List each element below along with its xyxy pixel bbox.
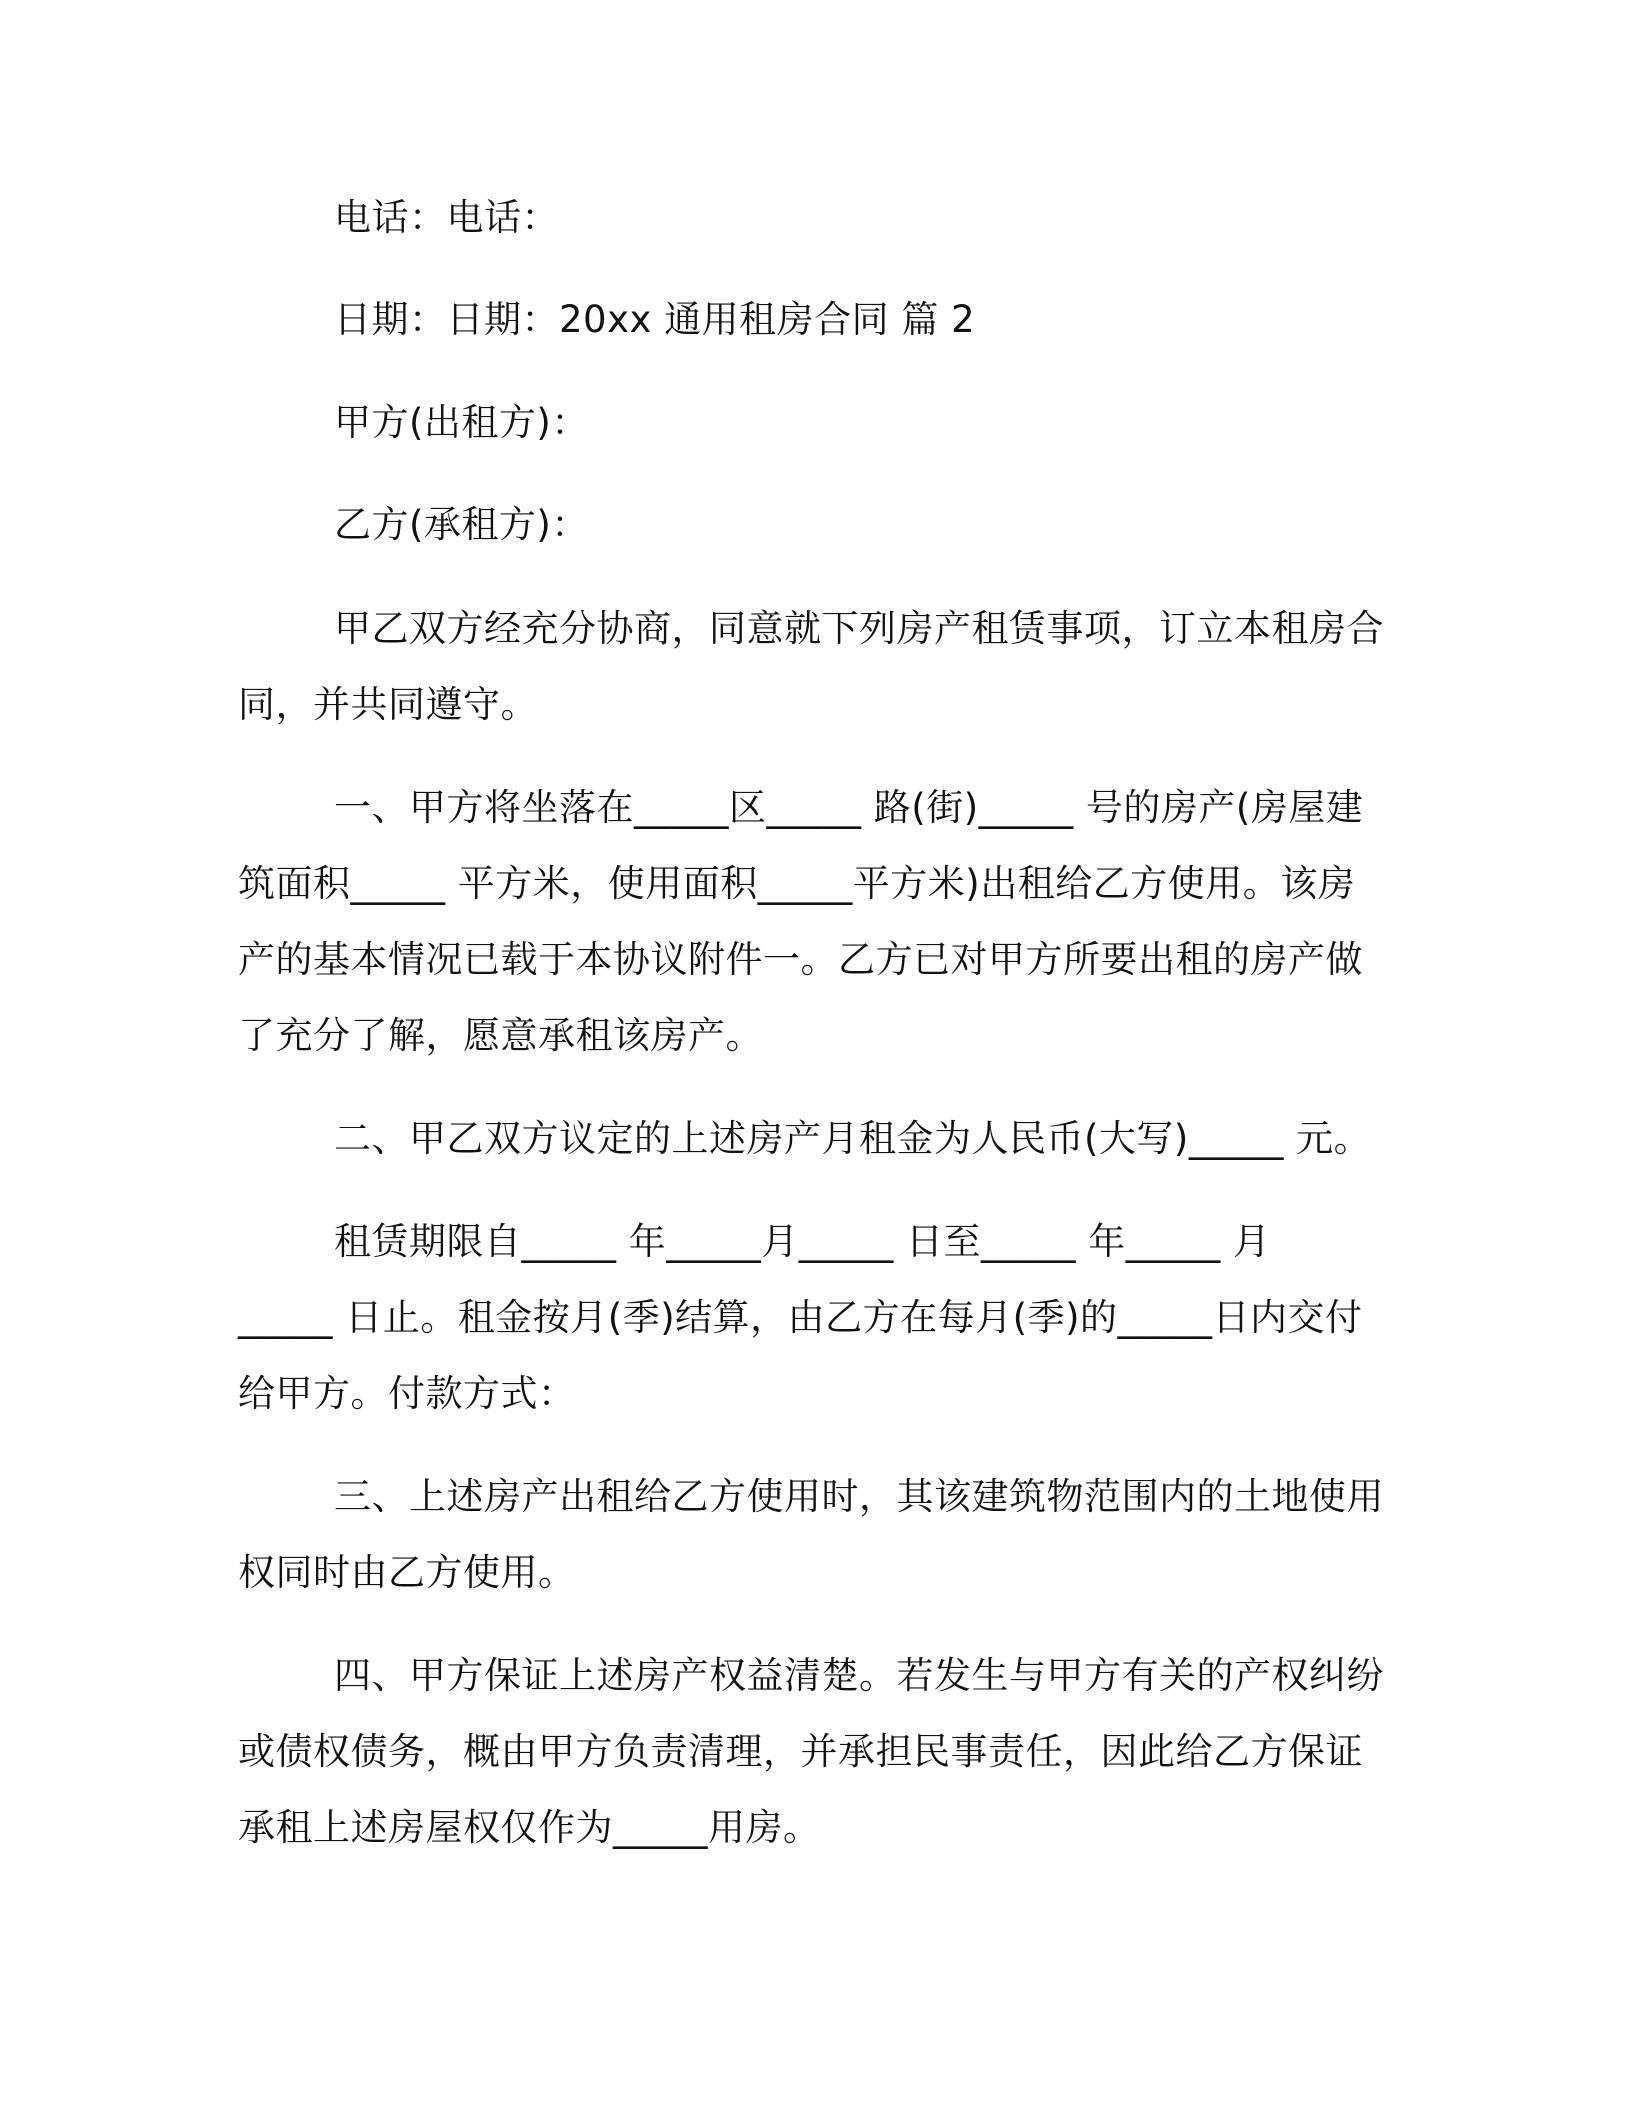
lease-term-line-3: 给甲方。付款方式：	[238, 1372, 576, 1415]
party-b-line: 乙方(承租方)：	[334, 503, 589, 546]
clause-3-line-1: 三、上述房产出租给乙方使用时，其该建筑物范围内的土地使用	[334, 1475, 1384, 1518]
preamble-line-2: 同，并共同遵守。	[238, 683, 538, 726]
clause-3-line-2: 权同时由乙方使用。	[238, 1551, 576, 1594]
lease-term-line-1: 租赁期限自_____ 年_____月_____ 日至_____ 年_____ 月	[334, 1220, 1271, 1263]
clause-4-line-3: 承租上述房屋权仅作为_____用房。	[238, 1806, 821, 1849]
clause-1-line-1: 一、甲方将坐落在_____区_____ 路(街)_____ 号的房产(房屋建	[334, 786, 1364, 829]
clause-4-line-1: 四、甲方保证上述房产权益清楚。若发生与甲方有关的产权纠纷	[334, 1654, 1384, 1697]
lease-term-line-2: _____ 日止。租金按月(季)结算，由乙方在每月(季)的_____日内交付	[238, 1296, 1363, 1339]
date-title-line: 日期：日期：20xx 通用租房合同 篇 2	[334, 298, 976, 341]
clause-1-line-4: 了充分了解，愿意承租该房产。	[238, 1014, 763, 1057]
preamble-line-1: 甲乙双方经充分协商，同意就下列房产租赁事项，订立本租房合	[334, 607, 1384, 650]
clause-1-line-2: 筑面积_____ 平方米，使用面积_____平方米)出租给乙方使用。该房	[238, 862, 1356, 905]
clause-4-line-2: 或债权债务，概由甲方负责清理，并承担民事责任，因此给乙方保证	[238, 1730, 1363, 1773]
clause-1-line-3: 产的基本情况已载于本协议附件一。乙方已对甲方所要出租的房产做	[238, 938, 1363, 981]
party-a-line: 甲方(出租方)：	[334, 401, 589, 444]
clause-2-line: 二、甲乙双方议定的上述房产月租金为人民币(大写)_____ 元。	[334, 1117, 1372, 1160]
phone-line: 电话：电话：	[334, 196, 559, 239]
